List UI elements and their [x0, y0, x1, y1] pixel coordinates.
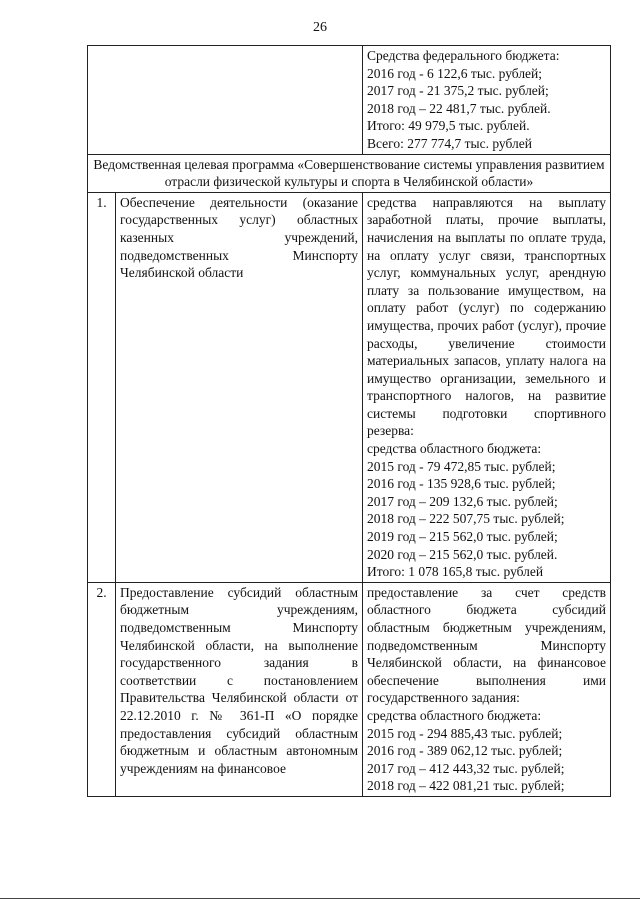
table-row-federal-funds	[88, 46, 611, 155]
federal-funds-total: Итого: 49 979,5 тыс. рублей.	[367, 118, 530, 134]
budget-line: 2016 год - 135 928,6 тыс. рублей;	[367, 476, 556, 492]
budget-line: 2017 год – 412 443,32 тыс. рублей;	[367, 760, 565, 776]
budget-line: 2018 год – 422 081,21 тыс. рублей;	[367, 778, 565, 794]
budget-table	[87, 45, 611, 797]
federal-funds-line: Средства федерального бюджета:	[367, 48, 560, 63]
empty-cell	[88, 46, 363, 155]
budget-line: 2020 год – 215 562,0 тыс. рублей.	[367, 546, 558, 562]
budget-line: 2015 год - 294 885,43 тыс. рублей;	[367, 725, 563, 741]
page-number: 26	[313, 20, 327, 35]
row-title: Обеспечение деятельности (оказание государственных услуг) областных казенных учреждений, подведомственных Минспорту Челябинской области	[116, 192, 363, 582]
budget-line: 2019 год – 215 562,0 тыс. рублей;	[367, 529, 558, 545]
budget-line: 2018 год – 222 507,75 тыс. рублей;	[367, 511, 565, 527]
budget-total: Итого: 1 078 165,8 тыс. рублей	[367, 564, 544, 580]
federal-funds-line: 2017 год - 21 375,2 тыс. рублей;	[367, 83, 549, 99]
budget-line: 2016 год - 389 062,12 тыс. рублей;	[367, 743, 563, 759]
row-number: 1.	[88, 192, 116, 582]
page-bottom-rule	[0, 898, 640, 899]
row-description-cell	[363, 582, 611, 796]
program-header: Ведомственная целевая программа «Совершенствование системы управления развитием отрасли физической культуры и спорта в Челябинской области»	[88, 154, 611, 192]
federal-funds-line: 2016 год - 6 122,6 тыс. рублей;	[367, 65, 543, 81]
table-row-program-header	[88, 154, 611, 192]
budget-line: средства областного бюджета:	[367, 441, 542, 457]
budget-line: 2017 год – 209 132,6 тыс. рублей;	[367, 493, 558, 509]
budget-line: 2015 год - 79 472,85 тыс. рублей;	[367, 458, 556, 474]
grand-total: Всего: 277 774,7 тыс. рублей	[367, 135, 532, 151]
row-description-cell	[363, 192, 611, 582]
table-row	[88, 582, 611, 796]
federal-funds-cell	[363, 46, 611, 155]
row-description: средства направляются на выплату заработной платы, прочие выплаты, начисления на выплаты по оплате труда, на оплату услуг связи, транспортных услуг, коммунальных услуг, арендную плату за пользование имуществом, на оплату работ (услуг) по содержанию имущества, прочих работ (услуг), прочие расходы, увеличение стоимости материальных запасов, уплату налога на имущество организации, земельного и транспортного налогов, на развитие системы подготовки спортивного резерва:	[367, 194, 606, 439]
row-description: предоставление за счет средств областного бюджета субсидий областным бюджетным учреждениям, подведомственным Минспорту Челябинской области, на финансовое обеспечение выполнения ими государственного задания:	[367, 584, 606, 706]
table-row	[88, 192, 611, 582]
federal-funds-line: 2018 год – 22 481,7 тыс. рублей.	[367, 100, 551, 116]
row-number: 2.	[88, 582, 116, 796]
budget-line: средства областного бюджета:	[367, 707, 542, 723]
row-title: Предоставление субсидий областным бюджетным учреждениям, подведомственным Минспорту Челябинской области, на выполнение государственного задания в соответствии с постановлением Правительства Челябинской области от 22.12.2010 г. № 361-П «О порядке предоставления субсидий областным бюджетным и областным автономным учреждениям на финансовое	[116, 582, 363, 796]
